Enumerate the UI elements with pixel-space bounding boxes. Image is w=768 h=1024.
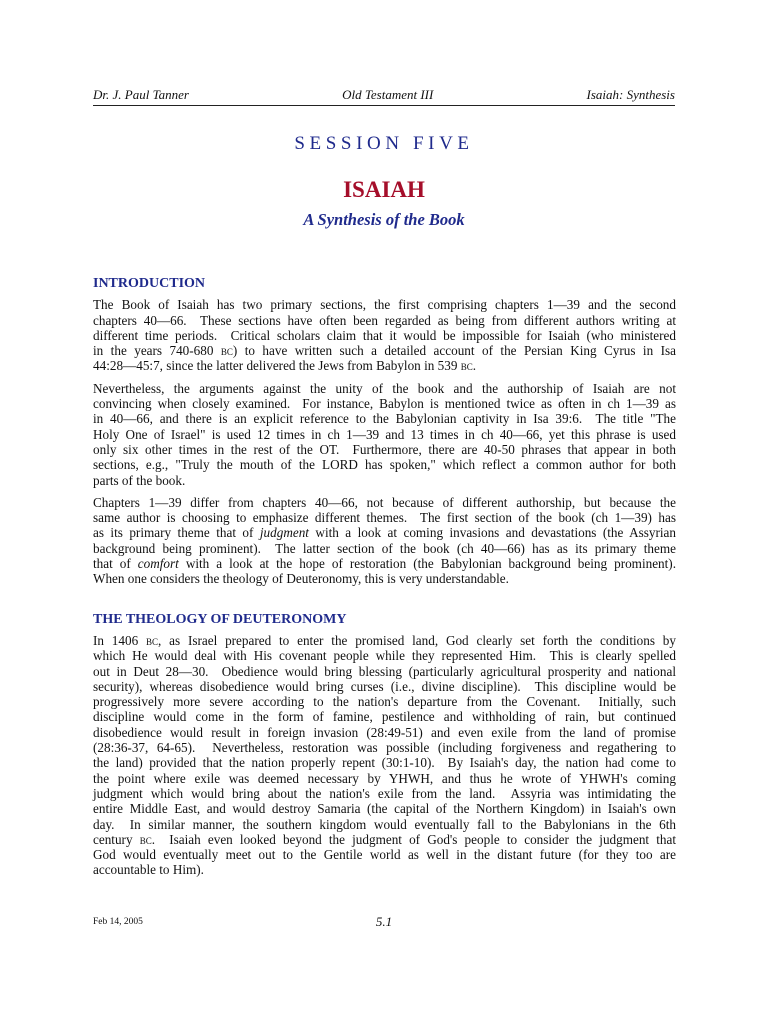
introduction-paragraph-3: Chapters 1—39 differ from chapters 40—66, not because of different authorship, but because the same author is choosing to emphasize different themes. The first section of the book (ch 1—39) has as its primary theme that of judgment with a look at coming invasions and devastations (the Assyrian background being prominent). The latter section of the book (ch 40—66) has as its primary theme that of comfort with a look at the hope of restoration (the Babylonian background being prominent). When one considers the theology of Deuteronomy, this is very understandable. bbox=[93, 494, 677, 587]
running-header bbox=[93, 87, 675, 106]
introduction-paragraph-2: Nevertheless, the arguments against the unity of the book and the authorship of Isaiah are not convincing when closely examined. For instance, Babylon is mentioned twice as often in ch 1—39 as in 40—66, and there is an explicit reference to the Babylonian captivity in Isa 39:6. The title "The Holy One of Israel" is used 12 times in ch 1—39 and 13 times in ch 40—66, yet this phrase is used only six other times in the rest of the OT. Furthermore, there are 40-50 phrases that appear in both sections, e.g., "Truly the mouth of the LORD has spoken," which reflect a common author for both parts of the book. bbox=[93, 380, 676, 488]
book-title: ISAIAH bbox=[343, 177, 425, 202]
session-title: SESSION FIVE bbox=[294, 133, 474, 154]
footer-date: Feb 14, 2005 bbox=[93, 917, 143, 927]
header-author: Dr. J. Paul Tanner bbox=[93, 87, 189, 102]
section-heading-introduction: INTRODUCTION bbox=[93, 276, 206, 291]
section-heading-deuteronomy: THE THEOLOGY OF DEUTERONOMY bbox=[93, 611, 347, 627]
footer-page-number: 5.1 bbox=[375, 914, 393, 929]
book-subtitle: A Synthesis of the Book bbox=[303, 210, 465, 229]
deuteronomy-paragraph-1: In 1406 bc, as Israel prepared to enter the promised land, God clearly set forth the conditions by which He would deal with His covenant people while they represented Him. This is clearly spelled out in Deut 28—30. Obedience would bring blessing (particularly agricultural prosperity and national security), whereas disobedience would bring curses (i.e., divine discipline). This discipline would be progressively more severe according to the nation's departure from the Covenant. Initially, such discipline would come in the form of famine, pestilence and withholding of rain, but continued disobedience would result in foreign invasion (28:49-51) and even exile from the land of promise (28:36-37, 64-65). Nevertheless, restoration was possible (including forgiveness and regathering to the land) provided that the nation properly repent (30:1-10). By Isaiah's day, the nation had come to the point where exile was deemed necessary by YHWH, and thus he wrote of YHWH's coming judgment which would bring about the nation's exile from the land. Assyria was intimidating the entire Middle East, and would destroy Samaria (the capital of the Northern Kingdom) in Isaiah's own day. In similar manner, the southern kingdom would eventually fall to the Babylonians in the 6th century bc. Isaiah even looked beyond the judgment of God's people to consider the judgment that God would eventually meet out to the Gentile world as well in the distant future (for they too are accountable to Him). bbox=[93, 632, 677, 878]
header-topic: Isaiah: Synthesis bbox=[586, 87, 675, 102]
header-course: Old Testament III bbox=[342, 87, 434, 102]
introduction-paragraph-1: The Book of Isaiah has two primary sections, the first comprising chapters 1—39 and the second chapters 40—66. These sections have often been regarded as being from different authors writing at different time periods. Critical scholars claim that it would be impossible for Isaiah (who ministered in the years 740-680 bc) to have written such a detailed account of the Persian King Cyrus in Isa 44:28—45:7, since the latter delivered the Jews from Babylon in 539 bc. bbox=[93, 297, 676, 374]
body-content bbox=[93, 276, 676, 885]
